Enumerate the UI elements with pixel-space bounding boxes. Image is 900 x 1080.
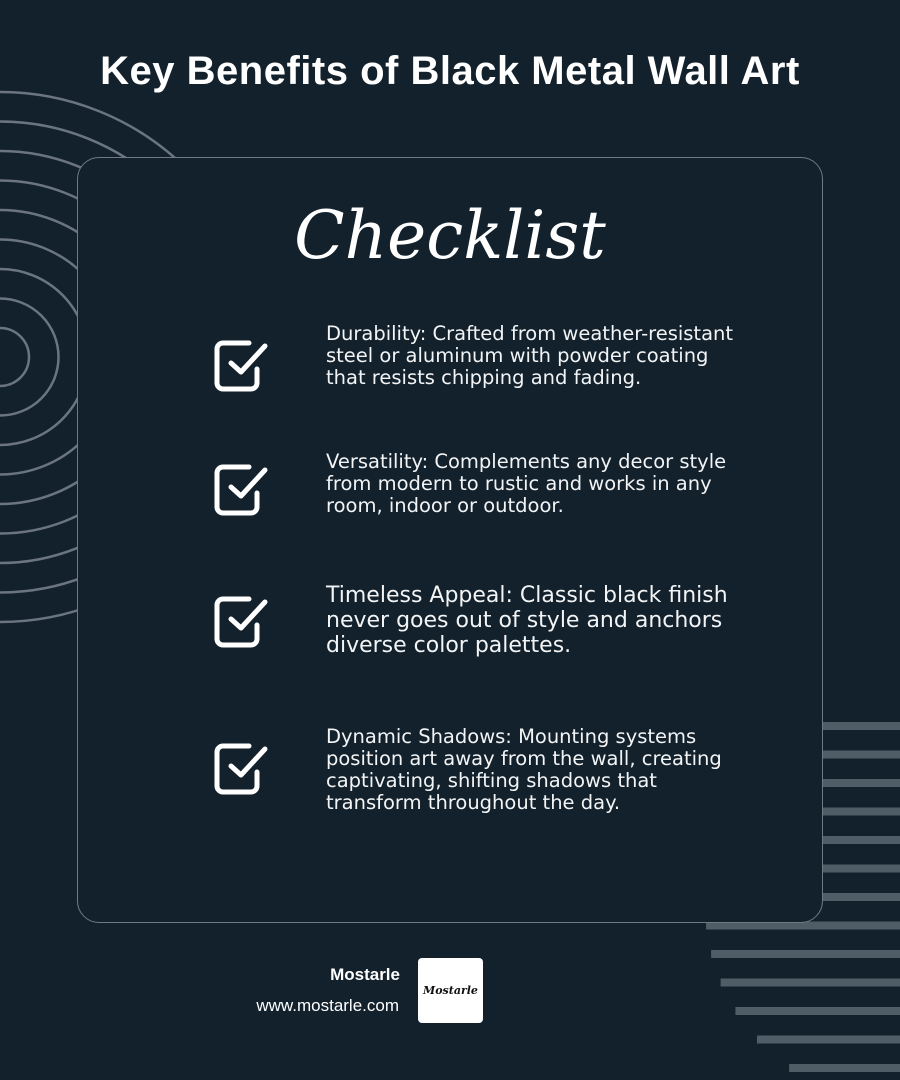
decorative-stripe <box>721 979 900 987</box>
item-text: Versatility: Complements any decor style from modern to rustic and works in any room, indoor or outdoor. <box>326 450 727 517</box>
page-title: Key Benefits of Black Metal Wall Art <box>100 49 800 93</box>
decorative-stripe <box>816 722 900 730</box>
website-url[interactable]: www.mostarle.com <box>256 996 399 1015</box>
decorative-stripe <box>789 1064 900 1072</box>
decorative-stripe <box>735 1007 900 1015</box>
item-text: Dynamic Shadows: Mounting systems position art away from the wall, creating captivating, shifting shadows that transform throughout the day. <box>326 725 722 814</box>
logo-text: Mostarle <box>423 984 478 997</box>
brand-logo <box>418 958 483 1023</box>
checkbox-checked-icon <box>213 738 275 800</box>
decorative-stripe <box>711 950 900 958</box>
checkbox-checked-icon <box>213 459 275 521</box>
checkbox-checked-icon <box>213 591 275 653</box>
checkbox-checked-icon <box>213 335 275 397</box>
checklist-heading: Checklist <box>294 197 606 274</box>
item-text: Timeless Appeal: Classic black finish never goes out of style and anchors diverse color palettes. <box>326 583 728 658</box>
checklist-card <box>77 157 823 923</box>
decorative-arc <box>0 269 88 445</box>
decorative-stripe <box>757 1036 900 1044</box>
item-text: Durability: Crafted from weather-resistant steel or aluminum with powder coating that resists chipping and fading. <box>326 322 734 389</box>
decorative-arc <box>0 328 29 386</box>
brand-name: Mostarle <box>330 965 400 984</box>
